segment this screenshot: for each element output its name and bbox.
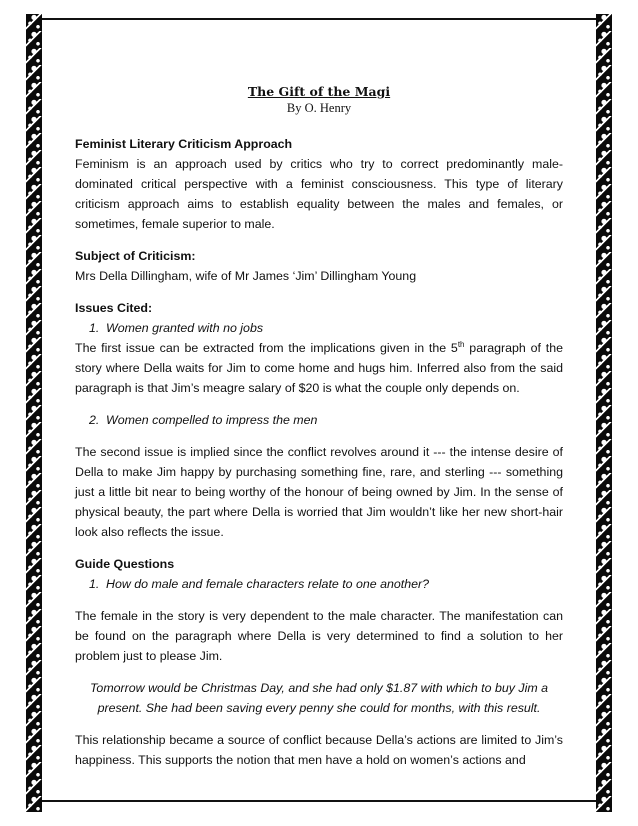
- decorative-border-left: [26, 14, 42, 812]
- issue-1-text-a: The first issue can be extracted from the implications given in the 5: [75, 341, 458, 355]
- subject-heading: Subject of Criticism:: [75, 249, 196, 263]
- issue-1-superscript: th: [457, 339, 465, 349]
- document-body: [75, 84, 563, 770]
- answer-paragraph: The female in the story is very dependent to the male character. The manifestation can be found on the paragraph where Della is very determined to find a solution to her problem just to please Jim.: [75, 609, 563, 663]
- approach-paragraph: Feminism is an approach used by critics who try to correct predominantly male-dominated critical perspective with a feminist consciousness. This type of literary criticism approach aims to establish equality between the males and females, or sometimes, female superior to male.: [75, 157, 563, 231]
- question-1-item: [75, 574, 563, 594]
- issue-1-number: 1.: [89, 321, 100, 335]
- quote-paragraph: Tomorrow would be Christmas Day, and she had only $1.87 with which to buy Jim a present. She had been saving every penny she could for months, with this result.: [90, 681, 548, 715]
- border-line-top: [42, 18, 596, 20]
- document-author: By O. Henry: [286, 101, 352, 115]
- closing-paragraph: This relationship became a source of conflict because Della’s actions are limited to Jim’s happiness. This supports the notion that men have a hold on women’s actions and: [75, 733, 563, 767]
- guide-questions-heading: Guide Questions: [75, 557, 175, 571]
- issue-1-title: Women granted with no jobs: [106, 321, 264, 335]
- approach-heading: Feminist Literary Criticism Approach: [75, 137, 293, 151]
- issue-1-text-b: paragraph of the story where Della waits for Jim to come home and hugs him. Inferred also from the said paragraph is that Jim’s meagre salary of $20 is what the couple only depends on.: [75, 341, 563, 395]
- decorative-border-right: [596, 14, 612, 812]
- subject-paragraph: Mrs Della Dillingham, wife of Mr James ‘Jim’ Dillingham Young: [75, 269, 417, 283]
- question-1-number: 1.: [89, 577, 100, 591]
- issue-2-paragraph: The second issue is implied since the conflict revolves around it --- the intense desire of Della to make Jim happy by purchasing something fine, rare, and sterling --- something just a little bit near to being worthy of the honour of being owned by Jim. In the sense of physical beauty, the part where Della is worried that Jim wouldn’t like her new short-hair look also reflects the issue.: [75, 445, 563, 539]
- question-1-text: How do male and female characters relate to one another?: [106, 577, 430, 591]
- issue-2-item: [75, 410, 563, 430]
- issue-1-paragraph: [75, 338, 563, 398]
- issue-2-title: Women compelled to impress the men: [106, 413, 318, 427]
- document-title: The Gift of the Magi: [247, 84, 391, 99]
- issue-1-item: [75, 318, 563, 338]
- issues-heading: Issues Cited:: [75, 301, 153, 315]
- issue-2-number: 2.: [89, 413, 100, 427]
- border-line-bottom: [42, 800, 596, 802]
